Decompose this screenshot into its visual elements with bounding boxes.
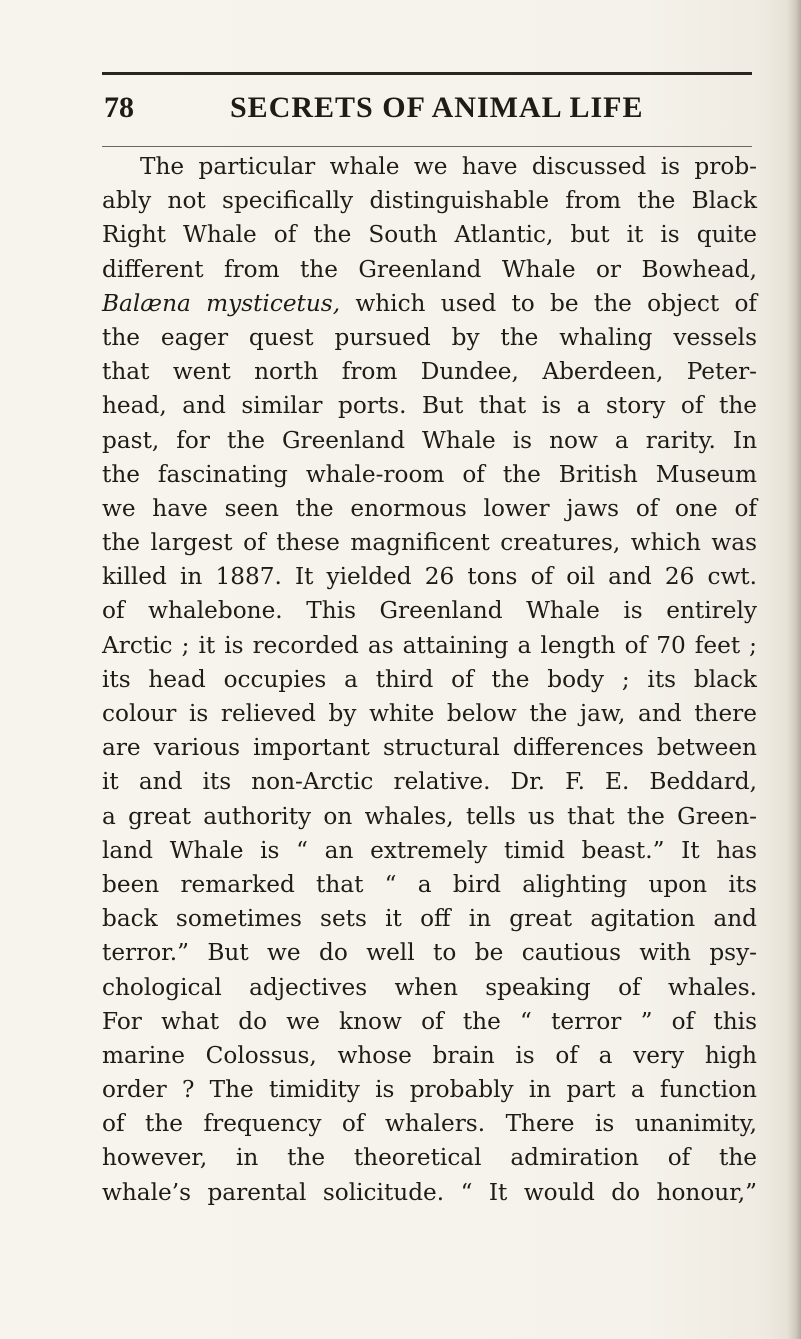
text-line: of whalebone. This Greenland Whale is entirely xyxy=(102,597,757,625)
text-line: Right Whale of the South Atlantic, but it is quite xyxy=(102,221,757,249)
running-head: SECRETS OF ANIMAL LIFE xyxy=(230,91,644,124)
page-header xyxy=(104,88,752,128)
text-line: of the frequency of whalers. There is unanimity, xyxy=(102,1110,757,1138)
text-line: it and its non-Arctic relative. Dr. F. E. Beddard, xyxy=(102,768,757,796)
text-line: the eager quest pursued by the whaling vessels xyxy=(102,323,757,351)
text-line: that went north from Dundee, Aberdeen, Peter- xyxy=(102,358,757,386)
text-line: back sometimes sets it off in great agitation and xyxy=(102,905,757,933)
text-line: past, for the Greenland Whale is now a rarity. In xyxy=(102,426,757,454)
body-paragraph xyxy=(102,150,757,1210)
header-rule xyxy=(102,146,752,147)
text-line: whale’s parental solicitude. “ It would do honour,” xyxy=(102,1178,757,1206)
text-line: ably not specifically distinguishable from the Black xyxy=(102,187,757,215)
text-line: land Whale is “ an extremely timid beast.” It has xyxy=(102,836,757,864)
page-number: 78 xyxy=(104,91,134,124)
text-line: a great authority on whales, tells us that the Green- xyxy=(102,802,757,830)
top-rule xyxy=(102,72,752,75)
text-line: For what do we know of the “ terror ” of this xyxy=(102,1007,757,1035)
text-line: been remarked that “ a bird alighting upon its xyxy=(102,870,757,898)
text-line: order ? The timidity is probably in part a function xyxy=(102,1076,757,1104)
text-line: are various important structural differences between xyxy=(102,734,757,762)
text-line: The particular whale we have discussed is prob- xyxy=(140,153,757,180)
text-line: the largest of these magnificent creatures, which was xyxy=(102,529,757,557)
text-line: chological adjectives when speaking of whales. xyxy=(102,973,757,1001)
text-line: terror.” But we do well to be cautious with psy- xyxy=(102,939,757,967)
text-line: head, and similar ports. But that is a story of the xyxy=(102,392,757,420)
page-edge-shadow xyxy=(787,0,801,1339)
text-line: Arctic ; it is recorded as attaining a length of 70 feet ; xyxy=(102,631,757,659)
text-line: the fascinating whale-room of the British Museum xyxy=(102,460,757,488)
text-line: we have seen the enormous lower jaws of one of xyxy=(102,494,757,522)
text-line: however, in the theoretical admiration of the xyxy=(102,1144,757,1172)
species-name: Balæna mysticetus, xyxy=(102,289,341,317)
text-line: killed in 1887. It yielded 26 tons of oil and 26 cwt. xyxy=(102,563,757,591)
text-line: Balæna mysticetus, which used to be the object of xyxy=(102,289,757,317)
text-line: different from the Greenland Whale or Bowhead, xyxy=(102,255,757,283)
text-line: its head occupies a third of the body ; its black xyxy=(102,665,757,693)
text-line: colour is relieved by white below the jaw, and there xyxy=(102,700,757,727)
text-line: marine Colossus, whose brain is of a very high xyxy=(102,1041,757,1069)
